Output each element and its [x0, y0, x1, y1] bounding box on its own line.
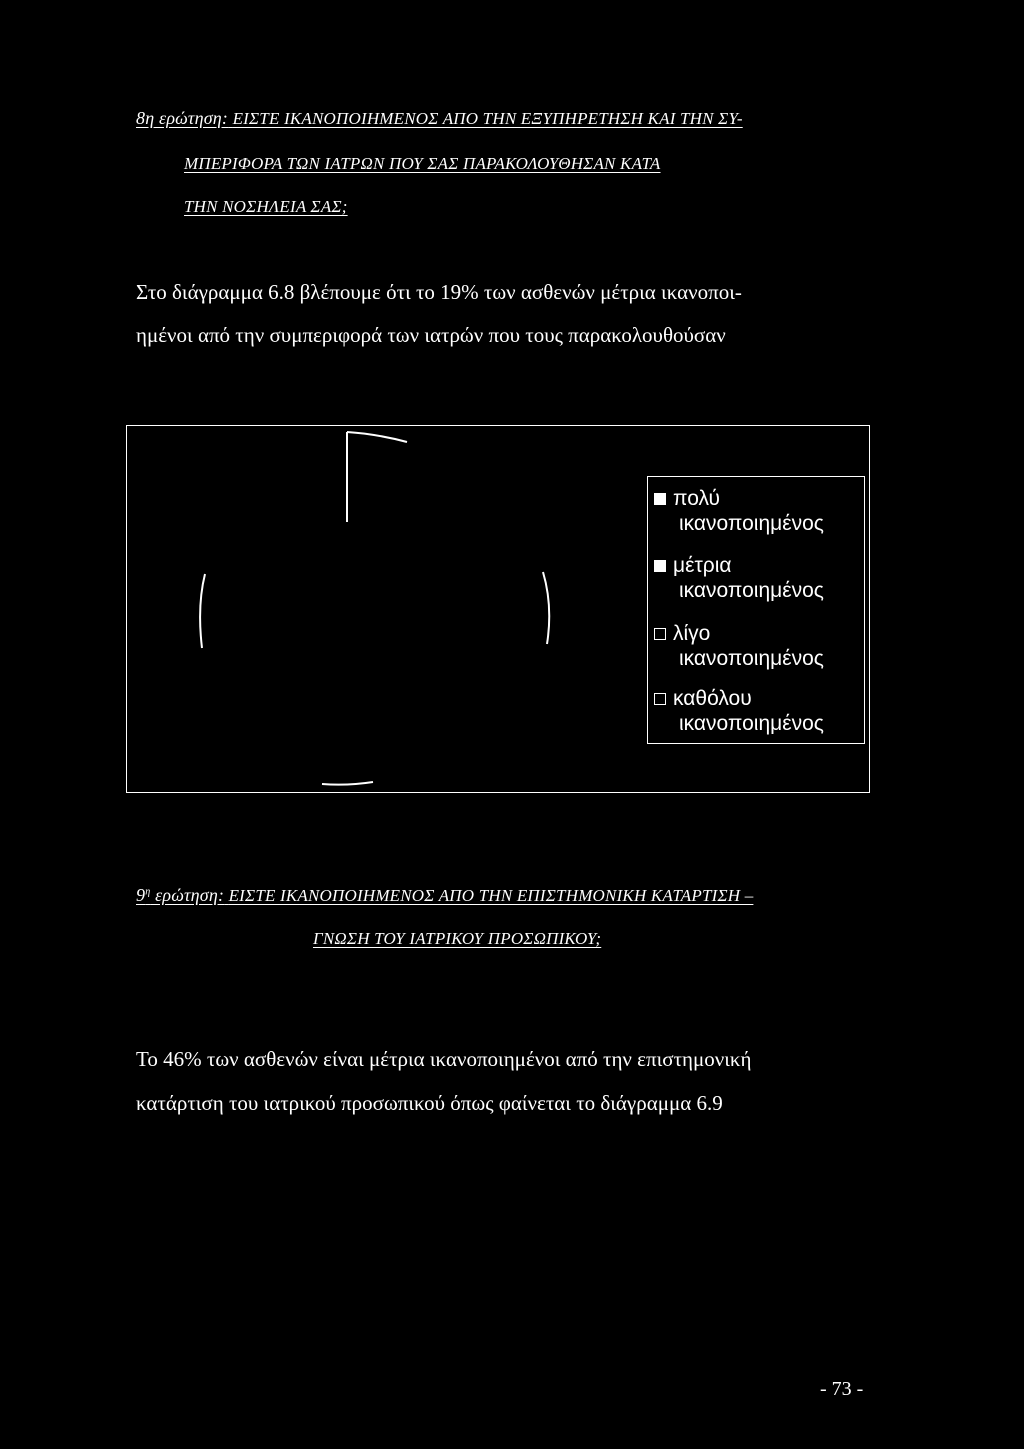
legend-swatch-very-satisfied	[654, 493, 666, 505]
question8-heading-line1	[0, 108, 1024, 129]
legend-swatch-slightly-satisfied	[654, 628, 666, 640]
question8-label: 8η ερώτηση:	[136, 108, 229, 128]
paragraph1-line2: ημένοι από την συμπεριφορά των ιατρών που τους παρακολουθούσαν	[136, 323, 726, 347]
question8-title-part1: ΕΙΣΤΕ ΙΚΑΝΟΠΟΙΗΜΕΝΟΣ ΑΠΟ ΤΗΝ ΕΞΥΠΗΡΕΤΗΣΗ ΚΑΙ ΤΗΝ ΣΥ-	[232, 109, 743, 128]
paragraph2-line1: Το 46% των ασθενών είναι μέτρια ικανοποιημένοι από την επιστημονική	[136, 1047, 752, 1071]
legend-label-moderately-satisfied-2: ικανοποιημένος	[679, 579, 824, 602]
question8-heading-line3: ΤΗΝ ΝΟΣΗΛΕΙΑ ΣΑΣ;	[184, 197, 348, 216]
legend-label-very-satisfied-2: ικανοποιημένος	[679, 512, 824, 535]
question9-label-num: 9	[136, 885, 146, 905]
question9-label-sup: η	[145, 886, 151, 898]
legend-label-very-satisfied: πολύ	[673, 487, 720, 510]
legend-label-slightly-satisfied-2: ικανοποιημένος	[679, 647, 824, 670]
legend-label-not-satisfied-2: ικανοποιημένος	[679, 712, 824, 735]
chart-legend	[647, 476, 865, 744]
question9-title-part1: ΕΙΣΤΕ ΙΚΑΝΟΠΟΙΗΜΕΝΟΣ ΑΠΟ ΤΗΝ ΕΠΙΣΤΗΜΟΝΙΚΗ ΚΑΤΑΡΤΙΣΗ –	[228, 886, 754, 905]
legend-swatch-moderately-satisfied	[654, 560, 666, 572]
legend-label-moderately-satisfied: μέτρια	[673, 554, 732, 577]
question9-heading-line2: ΓΝΩΣΗ ΤΟΥ ΙΑΤΡΙΚΟΥ ΠΡΟΣΩΠΙΚΟΥ;	[313, 929, 602, 948]
question9-heading-line1	[0, 885, 1024, 906]
paragraph2-line2: κατάρτιση του ιατρικού προσωπικού όπως φαίνεται το διάγραμμα 6.9	[136, 1091, 723, 1115]
legend-label-slightly-satisfied: λίγο	[673, 622, 711, 645]
pie-slice-arc	[347, 432, 407, 442]
paragraph1-line1: Στο διάγραμμα 6.8 βλέπουμε ότι το 19% των ασθενών μέτρια ικανοποι-	[136, 280, 742, 304]
pie-right-arc	[543, 572, 549, 644]
satisfaction-pie-chart	[126, 425, 870, 793]
question9-label-rest: ερώτηση:	[150, 885, 225, 905]
page-number: - 73 -	[820, 1378, 864, 1400]
legend-swatch-not-satisfied	[654, 693, 666, 705]
pie-left-arc	[200, 574, 205, 648]
pie-bottom-arc	[322, 782, 373, 785]
legend-label-not-satisfied: καθόλου	[673, 687, 752, 710]
question8-heading-line2: ΜΠΕΡΙΦΟΡΑ ΤΩΝ ΙΑΤΡΩΝ ΠΟΥ ΣΑΣ ΠΑΡΑΚΟΛΟΥΘΗΣΑΝ ΚΑΤΑ	[184, 154, 661, 173]
